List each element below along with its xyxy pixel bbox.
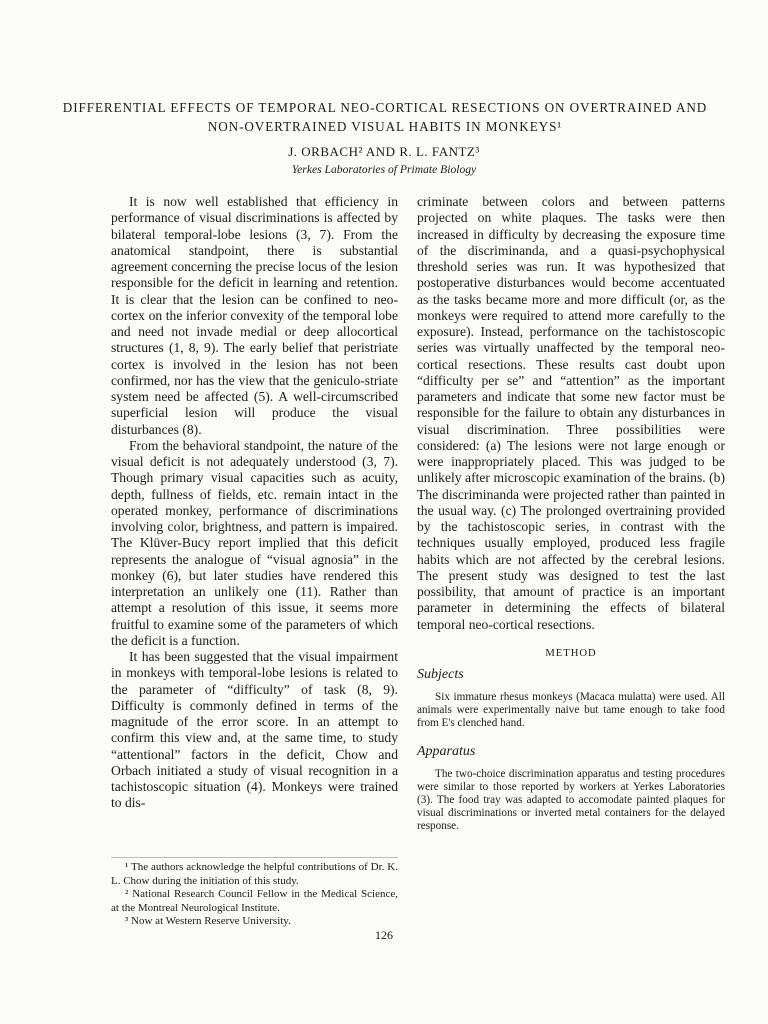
footnote-1: ¹ The authors acknowledge the helpful contributions of Dr. K. L. Chow during the initiation of this study.: [111, 861, 398, 887]
article-title: DIFFERENTIAL EFFECTS OF TEMPORAL NEO-CORTICAL RESECTIONS ON OVERTRAINED AND NON-OVERTRAINED VISUAL HABITS IN MONKEYS¹: [62, 100, 708, 134]
intro-paragraph-2: From the behavioral standpoint, the nature of the visual deficit is not adequately understood (3, 7). Though primary visual capacities such as acuity, depth, fullness of fields, etc. remain intact in the operated monkey, performance of discriminations involving color, brightness, and pattern is impaired. The Klüver-Bucy report implied that this deficit represents the analogue of “visual agnosia” in the monkey (6), but later studies have rendered this interpretation an unlikely one (11). Rather than attempt a resolution of this issue, it seems more fruitful to examine some of the parameters of which the deficit is a function.: [111, 437, 398, 648]
intro-paragraph-1: It is now well established that efficiency in performance of visual discriminations is affected by bilateral temporal-lobe lesions (3, 7). From the anatomical standpoint, there is substantial agreement concerning the precise locus of the lesion responsible for the deficit in learning and retention. It is clear that the lesion can be confined to neo-cortex on the inferior convexity of the temporal lobe and need not invade medial or deep allocortical structures (1, 8, 9). The early belief that peristriate cortex is involved in the lesion has not been confirmed, nor has the view that the geniculo-striate system need be affected (5). A well-circumscribed superficial lesion will produce the visual disturbances (8).: [111, 194, 398, 437]
footnote-2: ² National Research Council Fellow in the Medical Science, at the Montreal Neurological Institute.: [111, 888, 398, 914]
page-number: 126: [375, 928, 393, 942]
right-column: [417, 194, 725, 834]
apparatus-paragraph: The two-choice discrimination apparatus and testing procedures were similar to those reported by workers at Yerkes Laboratories (3). The food tray was adapted to accomodate painted plaques for visual discriminations or inverted metal containers for the delayed response.: [417, 768, 725, 833]
apparatus-heading: Apparatus: [417, 744, 476, 760]
intro-paragraph-continued: criminate between colors and between patterns projected on white plaques. The tasks were then increased in difficulty by decreasing the exposure time of the discriminanda, and a quasi-psychophysical threshold series was run. It was hypothesized that postoperative disturbances would become accentuated as the tasks became more and more difficult (or, as the monkeys were required to attend more carefully to the exposure). Instead, performance on the tachistoscopic series was virtually unaffected by the temporal neo-cortical resections. These results cast doubt upon “difficulty per se” and “attention” as the important parameters and indicate that some new factor must be responsible for the failure to obtain any disturbances in visual discrimination. Three possibilities were considered: (a) The lesions were not large enough or were inappropriately placed. This was judged to be unlikely after microscopic examination of the brains. (b) The discriminanda were projected rather than painted in the usual way. (c) The prolonged overtraining provided by the tachistoscopic series, in contrast with the techniques usually employed, produced less fragile habits which are not affected by the cerebral lesions. The present study was designed to test the last possibility, that amount of practice is an important parameter in determining the effects of bilateral temporal neo-cortical resections.: [417, 194, 725, 632]
subjects-paragraph: Six immature rhesus monkeys (Macaca mulatta) were used. All animals were experimentally naive but tame enough to take food from E's clenched hand.: [417, 690, 725, 729]
article-authors: J. ORBACH² AND R. L. FANTZ³: [288, 144, 480, 159]
subjects-heading: Subjects: [417, 666, 464, 682]
intro-paragraph-3: It has been suggested that the visual impairment in monkeys with temporal-lobe lesions is related to the parameter of “difficulty” of task (8, 9). Difficulty is commonly defined in terms of the magnitude of the error score. In an attempt to confirm this view and, at the same time, to study “attentional” factors in the deficit, Chow and Orbach initiated a study of visual recognition in a tachistoscopic situation (4). Monkeys were trained to dis-: [111, 649, 398, 811]
method-heading: METHOD: [545, 647, 597, 659]
footnotes: [111, 857, 398, 929]
left-column: [111, 194, 398, 812]
footnote-3: ³ Now at Western Reserve University.: [125, 915, 291, 928]
author-affiliation: Yerkes Laboratories of Primate Biology: [291, 163, 477, 176]
